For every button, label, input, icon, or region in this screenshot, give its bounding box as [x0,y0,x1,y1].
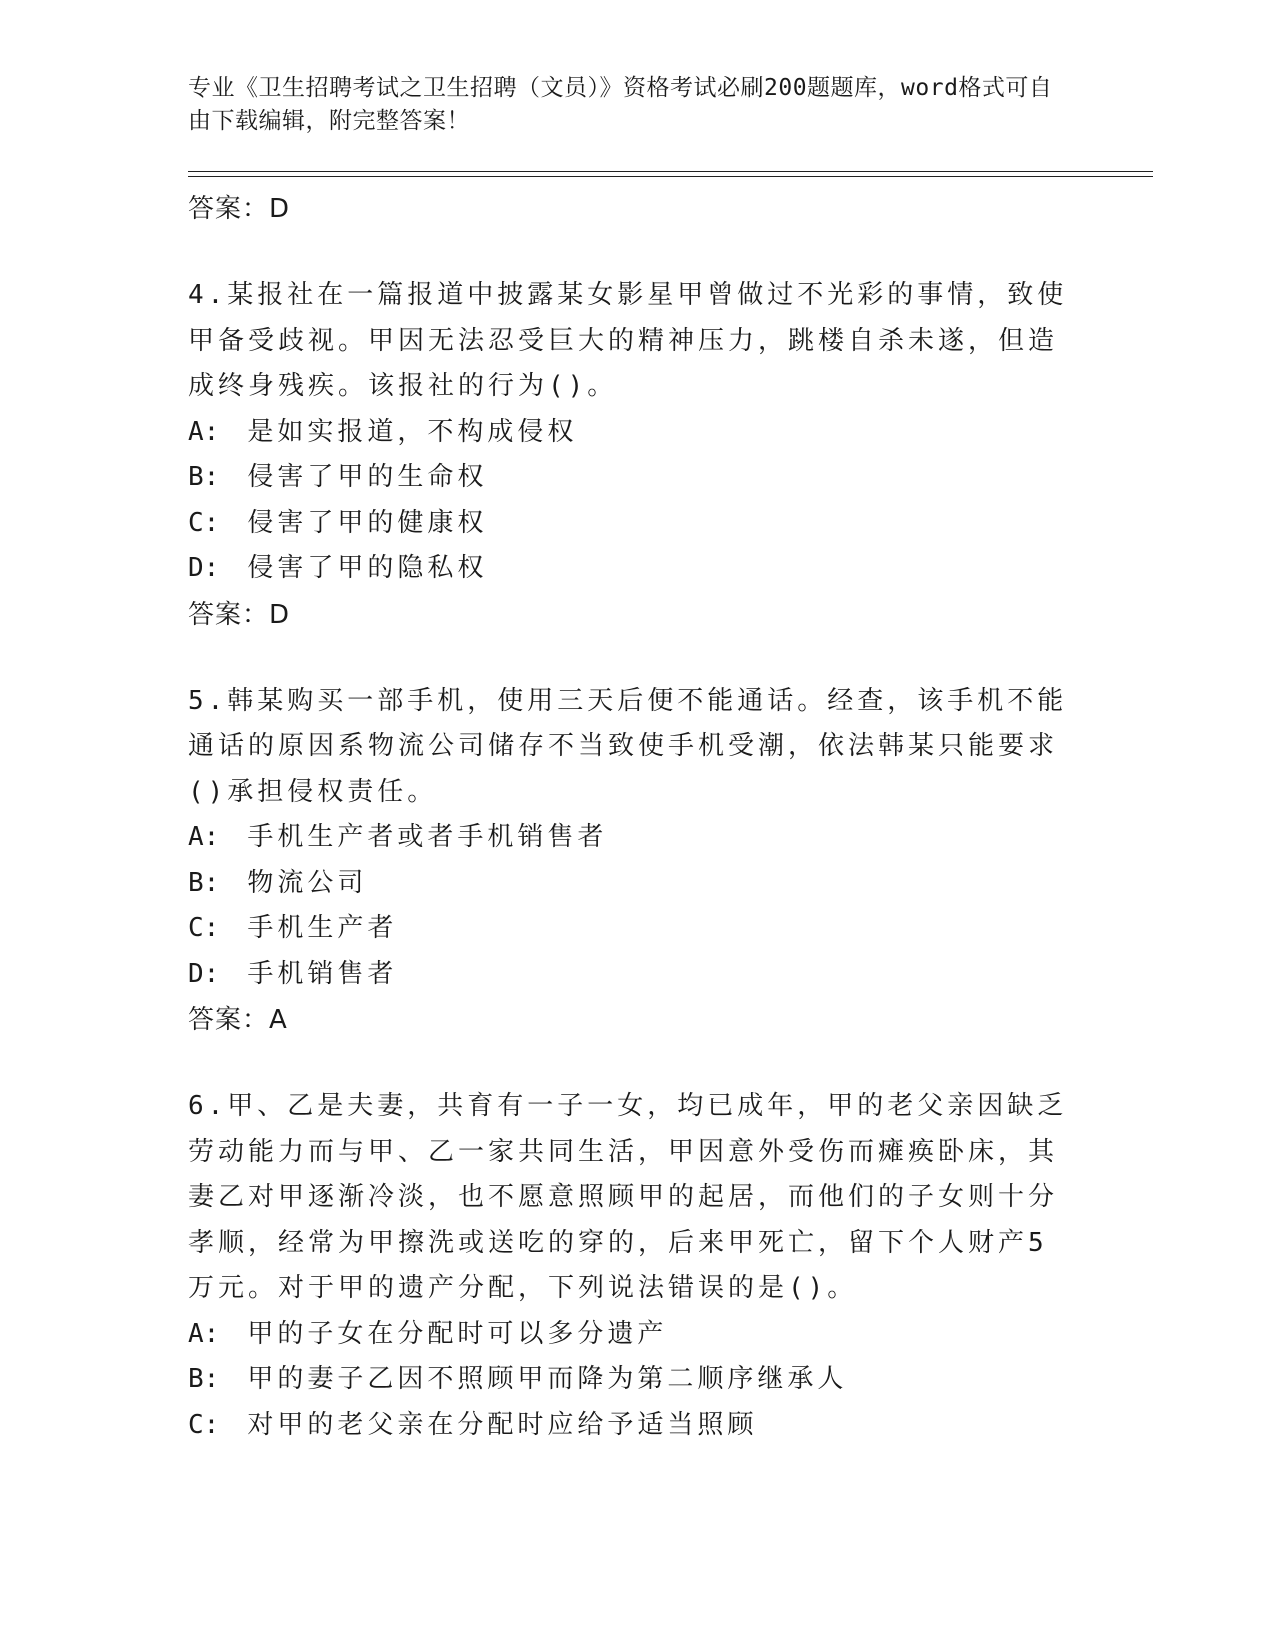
document-body [188,186,1068,1448]
option-key: A: [188,416,220,447]
option-text: 手机销售者 [247,958,398,989]
option-text: 手机生产者 [247,913,398,943]
option-text: 侵害了甲的隐私权 [247,553,488,583]
document-header [188,72,1068,138]
header-text: 专业《卫生招聘考试之卫生招聘（文员）》资格考试必刷200题题库，word格式可自由下载编辑，附完整答案！ [188,75,1053,134]
option-text: 甲的妻子乙因不照顾甲而降为第二顺序继承人 [247,1364,848,1394]
option-text: 手机生产者或者手机销售者 [247,822,608,852]
option-key: D: [188,553,220,583]
option-text: 侵害了甲的健康权 [247,507,488,538]
option-key: B: [188,462,220,492]
option-key: C: [188,507,220,538]
option-c [188,501,1068,547]
question-stem: 4.某报社在一篇报道中披露某女影星甲曾做过不光彩的事情，致使甲备受歧视。甲因无法忍受巨大的精神压力，跳楼自杀未遂，但造成终身残疾。该报社的行为()。 [188,280,1068,401]
option-key: B: [188,1364,220,1394]
option-a [188,410,1068,456]
option-a [188,815,1068,861]
option-d [188,546,1068,592]
option-b [188,455,1068,501]
question-stem: 6.甲、乙是夫妻，共育有一子一女，均已成年，甲的老父亲因缺乏劳动能力而与甲、乙一家共同生活，甲因意外受伤而瘫痪卧床，其妻乙对甲逐渐冷淡，也不愿意照顾甲的起居，而他们的子女则十分孝顺，经常为甲擦洗或送吃的穿的，后来甲死亡，留下个人财产5万元。对于甲的遗产分配，下列说法错误的是()。 [188,1091,1068,1303]
answer-prev: 答案：D [188,194,291,224]
option-key: D: [188,958,220,989]
option-c [188,1403,1068,1449]
option-text: 是如实报道，不构成侵权 [247,416,578,447]
header-divider-bottom [188,176,1153,177]
option-key: B: [188,867,220,898]
option-text: 物流公司 [247,867,368,898]
option-key: C: [188,1409,220,1440]
question-4 [188,273,1068,638]
header-divider-top [188,171,1153,172]
option-text: 对甲的老父亲在分配时应给予适当照顾 [247,1409,758,1440]
option-b [188,1357,1068,1403]
option-c [188,906,1068,952]
answer-5: 答案：A [188,1005,288,1035]
question-stem: 5.韩某购买一部手机，使用三天后便不能通话。经查，该手机不能通话的原因系物流公司储存不当致使手机受潮，依法韩某只能要求()承担侵权责任。 [188,685,1068,807]
answer-4: 答案：D [188,599,291,630]
option-b [188,861,1068,907]
question-5 [188,679,1068,1044]
option-text: 侵害了甲的生命权 [247,462,488,492]
option-key: A: [188,1318,220,1349]
option-text: 甲的子女在分配时可以多分遗产 [247,1318,668,1349]
option-key: C: [188,913,220,943]
option-key: A: [188,822,220,852]
question-6 [188,1084,1068,1448]
option-d [188,952,1068,998]
option-a [188,1312,1068,1358]
